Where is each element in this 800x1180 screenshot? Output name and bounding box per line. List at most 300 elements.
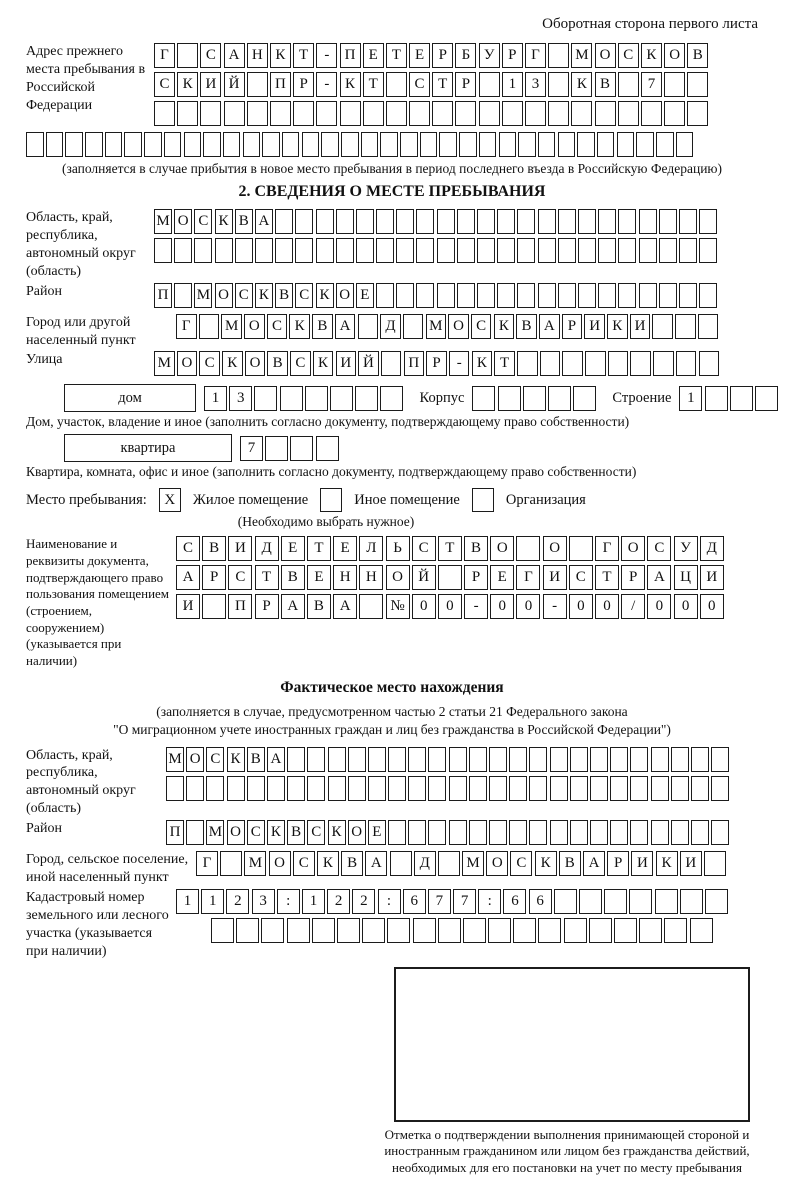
- char-cell[interactable]: [676, 132, 694, 157]
- char-cell[interactable]: [699, 238, 717, 263]
- char-cell[interactable]: [275, 209, 293, 234]
- char-cell[interactable]: Е: [333, 536, 357, 561]
- char-cell[interactable]: [639, 918, 662, 943]
- char-cell[interactable]: И: [700, 565, 724, 590]
- char-cell[interactable]: [517, 238, 535, 263]
- char-cell[interactable]: [211, 918, 234, 943]
- char-cell[interactable]: [680, 889, 703, 914]
- char-cell[interactable]: [416, 209, 434, 234]
- char-cell[interactable]: [416, 238, 434, 263]
- char-cell[interactable]: И: [543, 565, 567, 590]
- char-cell[interactable]: [679, 238, 697, 263]
- char-cell[interactable]: [671, 776, 689, 801]
- char-cell[interactable]: К: [177, 72, 198, 97]
- char-cell[interactable]: [554, 889, 577, 914]
- char-cell[interactable]: [653, 351, 674, 376]
- char-cell[interactable]: /: [621, 594, 645, 619]
- char-cell[interactable]: О: [595, 43, 616, 68]
- char-cell[interactable]: [282, 132, 300, 157]
- char-cell[interactable]: [630, 747, 648, 772]
- char-cell[interactable]: [200, 101, 221, 126]
- char-cell[interactable]: Р: [607, 851, 629, 876]
- char-cell[interactable]: Й: [412, 565, 436, 590]
- char-cell[interactable]: О: [664, 43, 685, 68]
- char-cell[interactable]: В: [307, 594, 331, 619]
- char-cell[interactable]: С: [176, 536, 200, 561]
- char-cell[interactable]: [548, 72, 569, 97]
- char-cell[interactable]: 0: [569, 594, 593, 619]
- char-cell[interactable]: [711, 776, 729, 801]
- char-cell[interactable]: Д: [700, 536, 724, 561]
- char-cell[interactable]: [517, 351, 538, 376]
- char-cell[interactable]: [85, 132, 103, 157]
- char-cell[interactable]: [529, 820, 547, 845]
- char-cell[interactable]: Ц: [674, 565, 698, 590]
- char-cell[interactable]: [590, 820, 608, 845]
- char-cell[interactable]: [687, 72, 708, 97]
- char-cell[interactable]: Р: [255, 594, 279, 619]
- char-cell[interactable]: [348, 776, 366, 801]
- char-cell[interactable]: А: [333, 594, 357, 619]
- char-cell[interactable]: Т: [432, 72, 453, 97]
- char-cell[interactable]: Т: [494, 351, 515, 376]
- char-cell[interactable]: [65, 132, 83, 157]
- char-cell[interactable]: [356, 238, 374, 263]
- char-cell[interactable]: [651, 747, 669, 772]
- char-cell[interactable]: [413, 918, 436, 943]
- char-cell[interactable]: [290, 436, 313, 461]
- char-cell[interactable]: [243, 132, 261, 157]
- char-cell[interactable]: [664, 918, 687, 943]
- char-cell[interactable]: О: [621, 536, 645, 561]
- char-cell[interactable]: С: [412, 536, 436, 561]
- char-cell[interactable]: [386, 101, 407, 126]
- char-cell[interactable]: [755, 386, 778, 411]
- char-cell[interactable]: М: [426, 314, 447, 339]
- char-cell[interactable]: С: [199, 351, 220, 376]
- char-cell[interactable]: [610, 747, 628, 772]
- char-cell[interactable]: [618, 238, 636, 263]
- char-cell[interactable]: С: [647, 536, 671, 561]
- char-cell[interactable]: Д: [414, 851, 436, 876]
- char-cell[interactable]: [388, 820, 406, 845]
- char-cell[interactable]: И: [176, 594, 200, 619]
- char-cell[interactable]: С: [295, 283, 313, 308]
- char-cell[interactable]: [438, 918, 461, 943]
- char-cell[interactable]: [499, 132, 517, 157]
- char-cell[interactable]: [469, 776, 487, 801]
- char-cell[interactable]: -: [316, 72, 337, 97]
- char-cell[interactable]: [477, 283, 495, 308]
- char-cell[interactable]: Й: [358, 351, 379, 376]
- char-cell[interactable]: [403, 314, 424, 339]
- char-cell[interactable]: [437, 209, 455, 234]
- char-cell[interactable]: 6: [529, 889, 552, 914]
- char-cell[interactable]: [202, 594, 226, 619]
- char-cell[interactable]: [316, 436, 339, 461]
- char-cell[interactable]: Р: [455, 72, 476, 97]
- char-cell[interactable]: И: [680, 851, 702, 876]
- char-cell[interactable]: Е: [281, 536, 305, 561]
- char-cell[interactable]: [679, 283, 697, 308]
- char-cell[interactable]: С: [194, 209, 212, 234]
- char-cell[interactable]: Е: [409, 43, 430, 68]
- char-cell[interactable]: Т: [438, 536, 462, 561]
- char-cell[interactable]: :: [478, 889, 501, 914]
- char-cell[interactable]: [538, 132, 556, 157]
- char-cell[interactable]: [590, 776, 608, 801]
- char-cell[interactable]: [548, 43, 569, 68]
- checkbox-zhiloe[interactable]: X: [159, 488, 181, 512]
- char-cell[interactable]: [376, 209, 394, 234]
- char-cell[interactable]: Т: [363, 72, 384, 97]
- char-cell[interactable]: [177, 101, 198, 126]
- char-cell[interactable]: 0: [490, 594, 514, 619]
- char-cell[interactable]: [655, 889, 678, 914]
- char-cell[interactable]: [164, 132, 182, 157]
- char-cell[interactable]: 1: [176, 889, 199, 914]
- char-cell[interactable]: [312, 918, 335, 943]
- char-cell[interactable]: В: [341, 851, 363, 876]
- char-cell[interactable]: [428, 820, 446, 845]
- char-cell[interactable]: [610, 776, 628, 801]
- char-cell[interactable]: 7: [641, 72, 662, 97]
- char-cell[interactable]: О: [174, 209, 192, 234]
- char-cell[interactable]: Т: [386, 43, 407, 68]
- char-cell[interactable]: [595, 101, 616, 126]
- char-cell[interactable]: [671, 820, 689, 845]
- char-cell[interactable]: И: [200, 72, 221, 97]
- char-cell[interactable]: К: [255, 283, 273, 308]
- char-cell[interactable]: [488, 918, 511, 943]
- char-cell[interactable]: О: [215, 283, 233, 308]
- char-cell[interactable]: К: [472, 351, 493, 376]
- char-cell[interactable]: К: [227, 747, 245, 772]
- char-cell[interactable]: С: [569, 565, 593, 590]
- char-cell[interactable]: [265, 436, 288, 461]
- char-cell[interactable]: [449, 776, 467, 801]
- char-cell[interactable]: [457, 209, 475, 234]
- char-cell[interactable]: Е: [307, 565, 331, 590]
- char-cell[interactable]: 6: [503, 889, 526, 914]
- char-cell[interactable]: С: [247, 820, 265, 845]
- char-cell[interactable]: [376, 238, 394, 263]
- char-cell[interactable]: [664, 72, 685, 97]
- char-cell[interactable]: [186, 820, 204, 845]
- char-cell[interactable]: [247, 72, 268, 97]
- char-cell[interactable]: О: [269, 851, 291, 876]
- char-cell[interactable]: [359, 594, 383, 619]
- char-cell[interactable]: [550, 776, 568, 801]
- char-cell[interactable]: [558, 132, 576, 157]
- char-cell[interactable]: [497, 283, 515, 308]
- char-cell[interactable]: 0: [412, 594, 436, 619]
- char-cell[interactable]: [639, 238, 657, 263]
- char-cell[interactable]: [639, 283, 657, 308]
- char-cell[interactable]: П: [228, 594, 252, 619]
- char-cell[interactable]: М: [166, 747, 184, 772]
- char-cell[interactable]: К: [328, 820, 346, 845]
- char-cell[interactable]: [363, 101, 384, 126]
- char-cell[interactable]: [497, 209, 515, 234]
- char-cell[interactable]: [388, 747, 406, 772]
- char-cell[interactable]: [186, 776, 204, 801]
- char-cell[interactable]: В: [247, 747, 265, 772]
- char-cell[interactable]: [386, 72, 407, 97]
- char-cell[interactable]: [578, 209, 596, 234]
- char-cell[interactable]: 7: [240, 436, 263, 461]
- char-cell[interactable]: [479, 101, 500, 126]
- char-cell[interactable]: [449, 747, 467, 772]
- char-cell[interactable]: 3: [252, 889, 275, 914]
- char-cell[interactable]: [578, 283, 596, 308]
- char-cell[interactable]: [651, 776, 669, 801]
- char-cell[interactable]: [328, 776, 346, 801]
- char-cell[interactable]: [340, 101, 361, 126]
- char-cell[interactable]: К: [313, 351, 334, 376]
- char-cell[interactable]: В: [516, 314, 537, 339]
- char-cell[interactable]: С: [154, 72, 175, 97]
- char-cell[interactable]: [699, 209, 717, 234]
- char-cell[interactable]: [538, 283, 556, 308]
- char-cell[interactable]: О: [348, 820, 366, 845]
- char-cell[interactable]: [348, 747, 366, 772]
- char-cell[interactable]: [432, 101, 453, 126]
- char-cell[interactable]: [408, 747, 426, 772]
- char-cell[interactable]: [457, 283, 475, 308]
- char-cell[interactable]: [396, 238, 414, 263]
- char-cell[interactable]: [664, 101, 685, 126]
- char-cell[interactable]: [396, 283, 414, 308]
- char-cell[interactable]: [368, 747, 386, 772]
- char-cell[interactable]: Р: [464, 565, 488, 590]
- char-cell[interactable]: -: [449, 351, 470, 376]
- char-cell[interactable]: [578, 238, 596, 263]
- char-cell[interactable]: 2: [226, 889, 249, 914]
- char-cell[interactable]: [636, 132, 654, 157]
- char-cell[interactable]: К: [222, 351, 243, 376]
- char-cell[interactable]: [509, 747, 527, 772]
- char-cell[interactable]: 3: [229, 386, 252, 411]
- char-cell[interactable]: [293, 101, 314, 126]
- char-cell[interactable]: [573, 386, 596, 411]
- char-cell[interactable]: П: [340, 43, 361, 68]
- char-cell[interactable]: [227, 776, 245, 801]
- char-cell[interactable]: [630, 776, 648, 801]
- char-cell[interactable]: 0: [700, 594, 724, 619]
- char-cell[interactable]: [295, 238, 313, 263]
- char-cell[interactable]: [691, 820, 709, 845]
- char-cell[interactable]: [336, 209, 354, 234]
- char-cell[interactable]: [529, 747, 547, 772]
- char-cell[interactable]: [489, 820, 507, 845]
- char-cell[interactable]: М: [154, 351, 175, 376]
- char-cell[interactable]: [538, 209, 556, 234]
- char-cell[interactable]: Г: [176, 314, 197, 339]
- char-cell[interactable]: М: [244, 851, 266, 876]
- char-cell[interactable]: [579, 889, 602, 914]
- char-cell[interactable]: [438, 565, 462, 590]
- char-cell[interactable]: [316, 101, 337, 126]
- char-cell[interactable]: Т: [293, 43, 314, 68]
- char-cell[interactable]: С: [290, 351, 311, 376]
- char-cell[interactable]: [400, 132, 418, 157]
- char-cell[interactable]: [355, 386, 378, 411]
- char-cell[interactable]: :: [277, 889, 300, 914]
- char-cell[interactable]: [390, 851, 412, 876]
- char-cell[interactable]: [562, 351, 583, 376]
- char-cell[interactable]: О: [448, 314, 469, 339]
- char-cell[interactable]: [361, 132, 379, 157]
- char-cell[interactable]: [570, 747, 588, 772]
- char-cell[interactable]: [275, 238, 293, 263]
- char-cell[interactable]: [509, 776, 527, 801]
- char-cell[interactable]: [509, 820, 527, 845]
- char-cell[interactable]: [513, 918, 536, 943]
- char-cell[interactable]: Т: [307, 536, 331, 561]
- char-cell[interactable]: [630, 351, 651, 376]
- char-cell[interactable]: [570, 820, 588, 845]
- char-cell[interactable]: [255, 238, 273, 263]
- char-cell[interactable]: И: [228, 536, 252, 561]
- char-cell[interactable]: А: [267, 747, 285, 772]
- char-cell[interactable]: [641, 101, 662, 126]
- char-cell[interactable]: [203, 132, 221, 157]
- char-cell[interactable]: [307, 747, 325, 772]
- char-cell[interactable]: Г: [196, 851, 218, 876]
- char-cell[interactable]: [479, 72, 500, 97]
- char-cell[interactable]: [261, 918, 284, 943]
- char-cell[interactable]: [691, 776, 709, 801]
- char-cell[interactable]: [428, 747, 446, 772]
- char-cell[interactable]: [558, 238, 576, 263]
- char-cell[interactable]: [618, 209, 636, 234]
- char-cell[interactable]: [604, 889, 627, 914]
- char-cell[interactable]: [438, 851, 460, 876]
- char-cell[interactable]: [396, 209, 414, 234]
- char-cell[interactable]: [502, 101, 523, 126]
- char-cell[interactable]: [459, 132, 477, 157]
- char-cell[interactable]: [523, 386, 546, 411]
- char-cell[interactable]: В: [235, 209, 253, 234]
- char-cell[interactable]: [618, 72, 639, 97]
- char-cell[interactable]: В: [464, 536, 488, 561]
- char-cell[interactable]: [223, 132, 241, 157]
- char-cell[interactable]: [705, 386, 728, 411]
- char-cell[interactable]: [730, 386, 753, 411]
- char-cell[interactable]: [477, 209, 495, 234]
- char-cell[interactable]: И: [336, 351, 357, 376]
- char-cell[interactable]: [247, 101, 268, 126]
- char-cell[interactable]: О: [490, 536, 514, 561]
- char-cell[interactable]: [711, 747, 729, 772]
- char-cell[interactable]: С: [206, 747, 224, 772]
- char-cell[interactable]: Б: [455, 43, 476, 68]
- char-cell[interactable]: [564, 918, 587, 943]
- char-cell[interactable]: [497, 238, 515, 263]
- char-cell[interactable]: [651, 820, 669, 845]
- char-cell[interactable]: П: [270, 72, 291, 97]
- char-cell[interactable]: [295, 209, 313, 234]
- char-cell[interactable]: Е: [368, 820, 386, 845]
- char-cell[interactable]: [630, 820, 648, 845]
- char-cell[interactable]: [341, 132, 359, 157]
- char-cell[interactable]: [618, 283, 636, 308]
- char-cell[interactable]: О: [386, 565, 410, 590]
- char-cell[interactable]: [105, 132, 123, 157]
- char-cell[interactable]: 1: [201, 889, 224, 914]
- char-cell[interactable]: [337, 918, 360, 943]
- char-cell[interactable]: [381, 351, 402, 376]
- char-cell[interactable]: Г: [595, 536, 619, 561]
- char-cell[interactable]: [598, 283, 616, 308]
- char-cell[interactable]: -: [543, 594, 567, 619]
- char-cell[interactable]: И: [630, 314, 651, 339]
- char-cell[interactable]: У: [479, 43, 500, 68]
- char-cell[interactable]: 6: [403, 889, 426, 914]
- char-cell[interactable]: [194, 238, 212, 263]
- char-cell[interactable]: В: [281, 565, 305, 590]
- char-cell[interactable]: К: [656, 851, 678, 876]
- char-cell[interactable]: [489, 776, 507, 801]
- char-cell[interactable]: М: [194, 283, 212, 308]
- char-cell[interactable]: М: [221, 314, 242, 339]
- char-cell[interactable]: К: [215, 209, 233, 234]
- char-cell[interactable]: [174, 283, 192, 308]
- char-cell[interactable]: А: [335, 314, 356, 339]
- char-cell[interactable]: [699, 351, 720, 376]
- char-cell[interactable]: [449, 820, 467, 845]
- char-cell[interactable]: Н: [247, 43, 268, 68]
- char-cell[interactable]: [220, 851, 242, 876]
- char-cell[interactable]: [517, 209, 535, 234]
- char-cell[interactable]: [618, 101, 639, 126]
- char-cell[interactable]: С: [510, 851, 532, 876]
- char-cell[interactable]: 0: [516, 594, 540, 619]
- char-cell[interactable]: [455, 101, 476, 126]
- char-cell[interactable]: 2: [327, 889, 350, 914]
- char-cell[interactable]: 7: [428, 889, 451, 914]
- char-cell[interactable]: [316, 238, 334, 263]
- char-cell[interactable]: Р: [426, 351, 447, 376]
- char-cell[interactable]: [518, 132, 536, 157]
- char-cell[interactable]: [617, 132, 635, 157]
- char-cell[interactable]: А: [583, 851, 605, 876]
- char-cell[interactable]: -: [464, 594, 488, 619]
- char-cell[interactable]: А: [281, 594, 305, 619]
- char-cell[interactable]: Р: [562, 314, 583, 339]
- char-cell[interactable]: [690, 918, 713, 943]
- char-cell[interactable]: [166, 776, 184, 801]
- char-cell[interactable]: [262, 132, 280, 157]
- char-cell[interactable]: 1: [302, 889, 325, 914]
- char-cell[interactable]: [408, 776, 426, 801]
- char-cell[interactable]: [302, 132, 320, 157]
- char-cell[interactable]: [675, 314, 696, 339]
- char-cell[interactable]: Р: [621, 565, 645, 590]
- char-cell[interactable]: [224, 101, 245, 126]
- char-cell[interactable]: М: [154, 209, 172, 234]
- char-cell[interactable]: [639, 209, 657, 234]
- char-cell[interactable]: П: [404, 351, 425, 376]
- char-cell[interactable]: [247, 776, 265, 801]
- char-cell[interactable]: С: [200, 43, 221, 68]
- char-cell[interactable]: [656, 132, 674, 157]
- char-cell[interactable]: [174, 238, 192, 263]
- char-cell[interactable]: [711, 820, 729, 845]
- char-cell[interactable]: С: [228, 565, 252, 590]
- char-cell[interactable]: [479, 132, 497, 157]
